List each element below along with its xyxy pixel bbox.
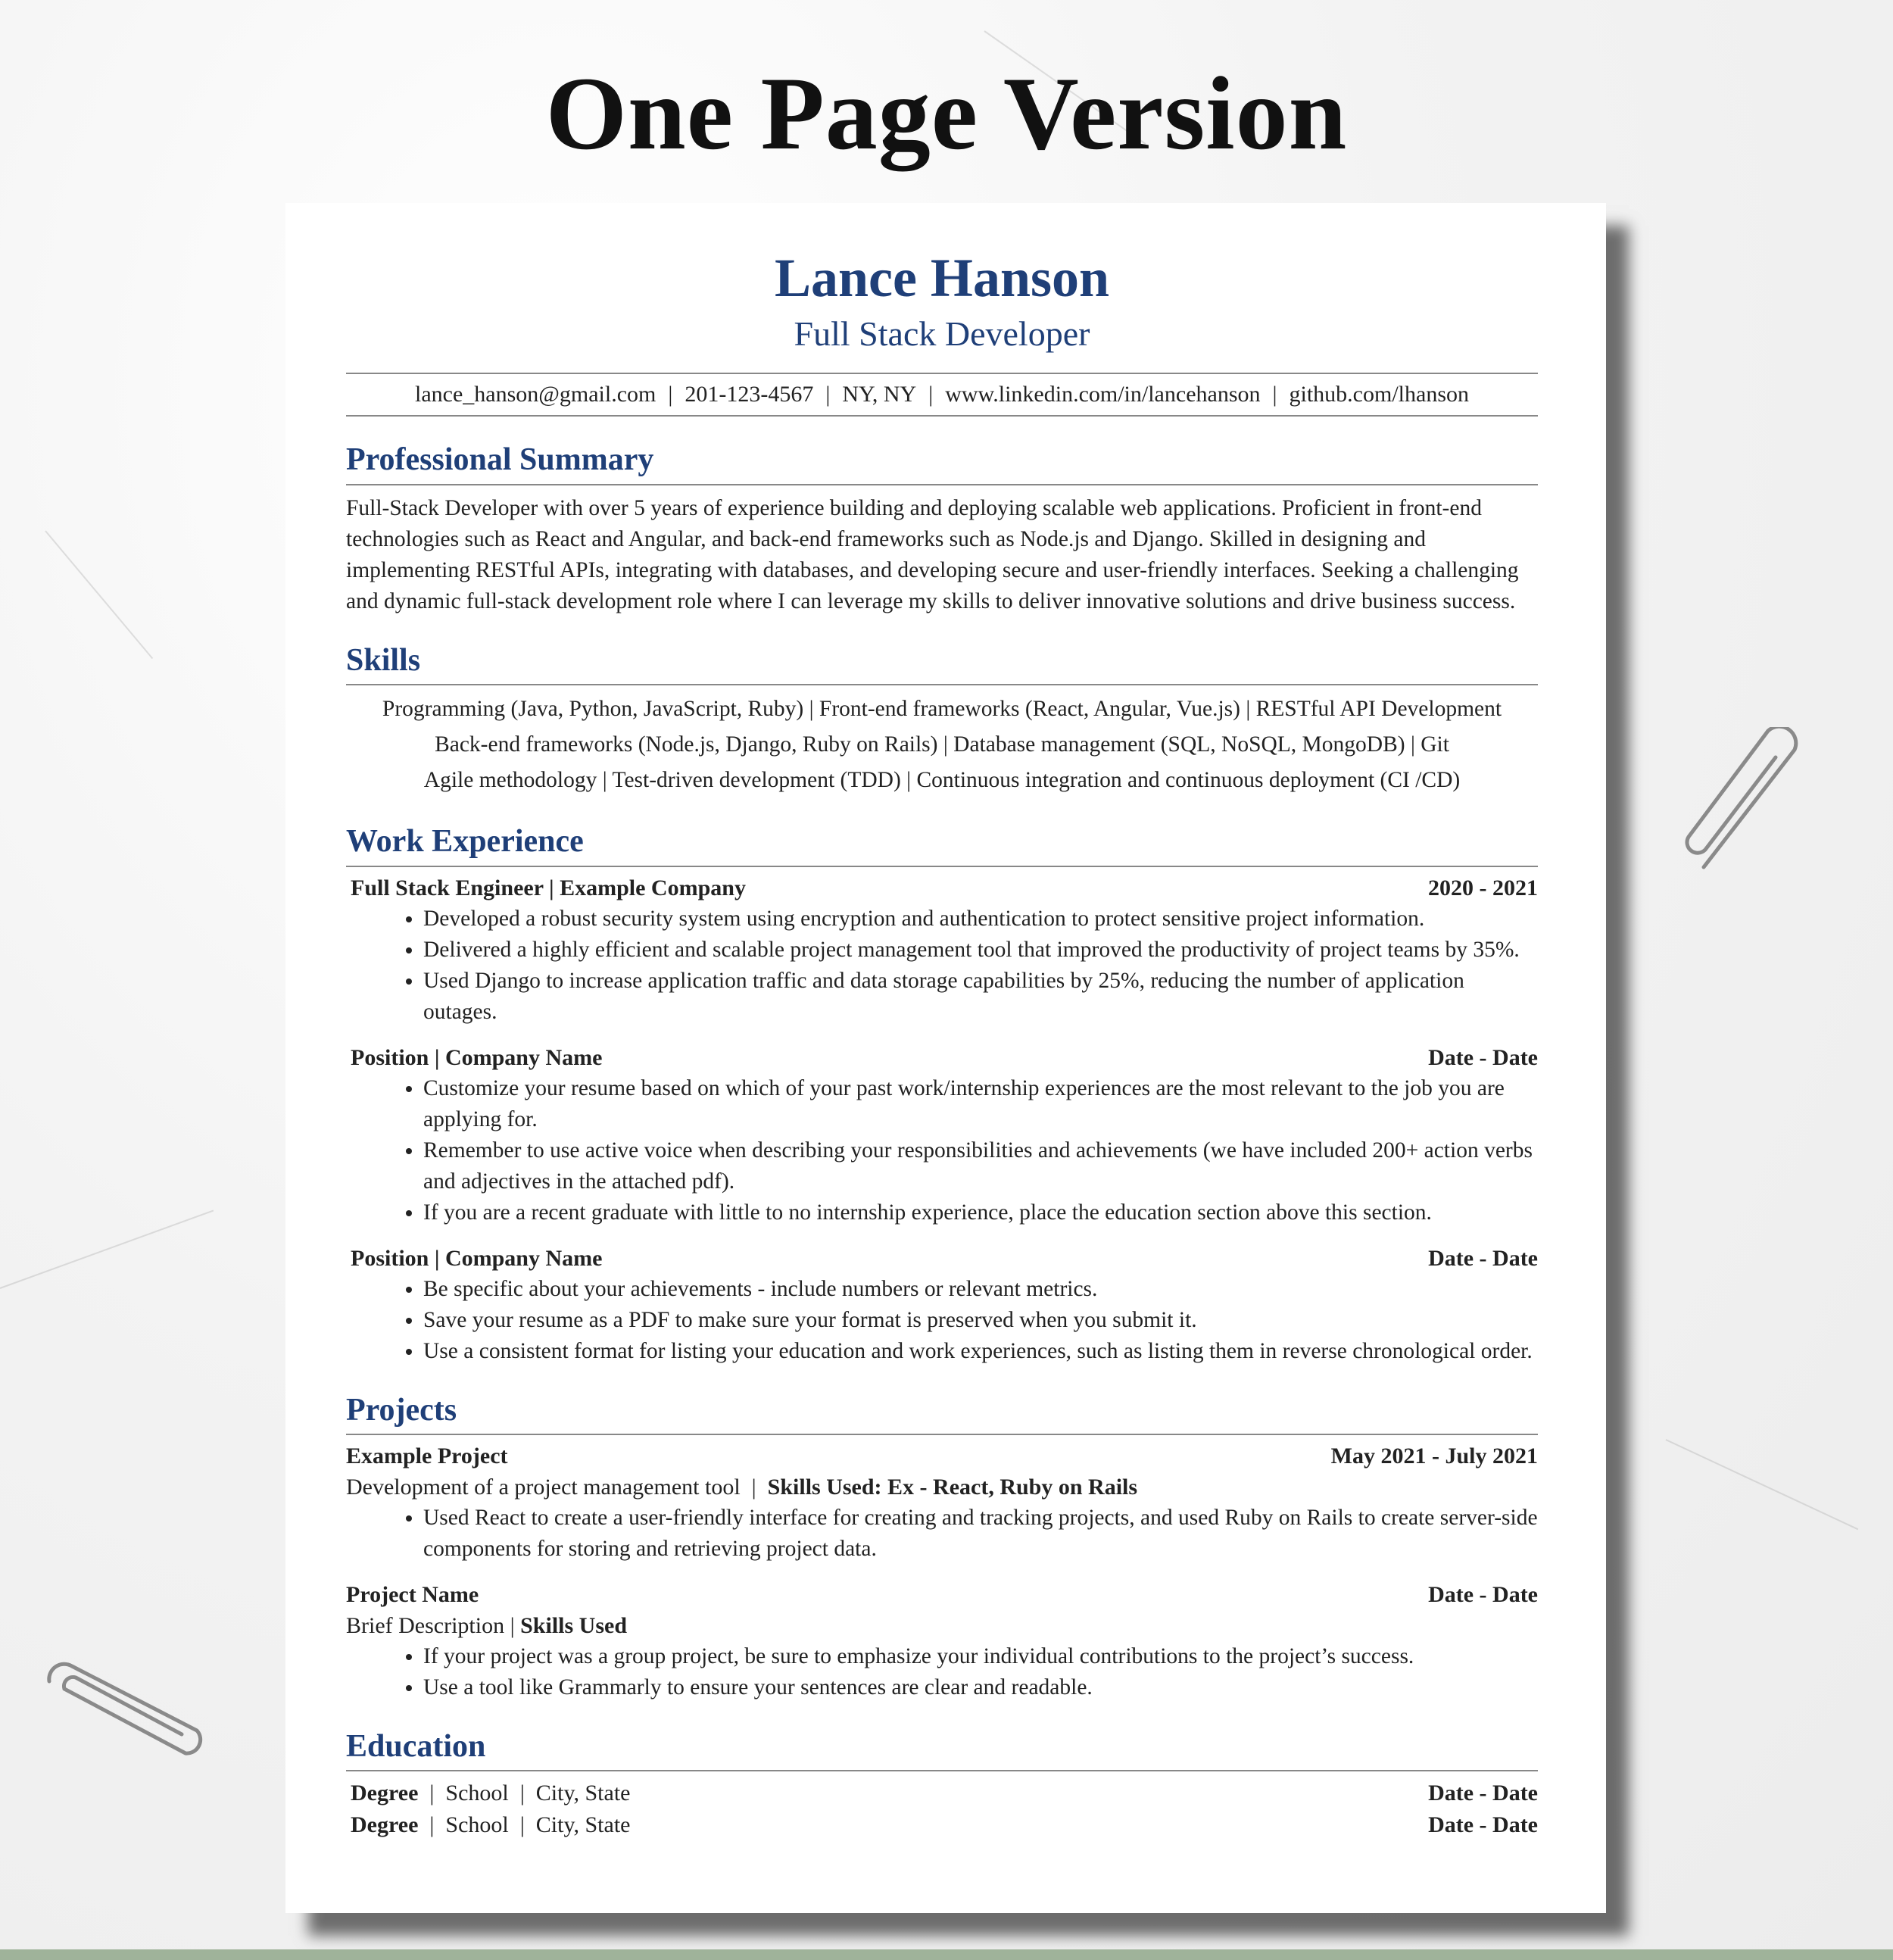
list-item: • Remember to use active voice when describing your responsibilities and achievements (we have included 200+ action verbs and adjectives in the attached pdf). bbox=[423, 1135, 1538, 1197]
list-item: • If your project was a group project, be sure to emphasize your individual contributions to the project’s success. bbox=[423, 1641, 1538, 1672]
project-desc: Development of a project management tool bbox=[346, 1474, 741, 1500]
job-header bbox=[346, 1043, 1538, 1073]
paperclip-icon bbox=[42, 1659, 208, 1757]
project-name: Project Name bbox=[346, 1581, 479, 1607]
project-skills: Skills Used: Ex - React, Ruby on Rails bbox=[767, 1474, 1138, 1500]
list-item: • Delivered a highly efficient and scalable project management tool that improved the productivity of project teams by 35%. bbox=[423, 935, 1538, 966]
summary-text: Full-Stack Developer with over 5 years of experience building and deploying scalable web applications. Proficient in front-end technologies such as React and Angular, and back-end frameworks such as Node.js and Django. Skilled in designing and implementing RESTful APIs, integrating with databases, and developing secure and user-friendly interfaces. Seeking a challenging and dynamic full-stack development role where I can leverage my skills to deliver innovative solutions and drive business success. bbox=[346, 495, 1519, 613]
edu-location: City, State bbox=[535, 1812, 631, 1838]
skills-heading: Skills bbox=[346, 641, 1538, 685]
marble-vein bbox=[0, 1209, 214, 1288]
list-item: • Developed a robust security system using encryption and authentication to protect sensitive project information. bbox=[423, 904, 1538, 935]
job-role: Position | Company Name bbox=[351, 1245, 603, 1271]
resume-name: Lance Hanson bbox=[774, 248, 1110, 308]
contact-github: github.com/lhanson bbox=[1289, 382, 1469, 407]
summary-heading: Professional Summary bbox=[346, 441, 1538, 485]
bottom-strip bbox=[0, 1949, 1893, 1960]
resume-title: Full Stack Developer bbox=[794, 314, 1090, 354]
list-item: • Use a tool like Grammarly to ensure your sentences are clear and readable. bbox=[423, 1672, 1538, 1703]
list-item: • Customize your resume based on which of your past work/internship experiences are the most relevant to the job you are applying for. bbox=[423, 1073, 1538, 1135]
list-item: • Be specific about your achievements - include numbers or relevant metrics. bbox=[423, 1274, 1538, 1305]
list-item: • Use a consistent format for listing your education and work experiences, such as listing them in reverse chronological order. bbox=[423, 1336, 1538, 1367]
marble-vein bbox=[45, 530, 153, 659]
job-dates: Date - Date bbox=[1428, 1044, 1538, 1070]
project-bullets bbox=[346, 1503, 1538, 1565]
education-list bbox=[346, 1777, 1538, 1841]
job-header bbox=[346, 873, 1538, 904]
job-header bbox=[346, 1244, 1538, 1274]
project-desc-line: Brief Description | Skills Used bbox=[346, 1612, 628, 1638]
job-dates: Date - Date bbox=[1428, 1245, 1538, 1271]
list-item: • Save your resume as a PDF to make sure your format is preserved when you submit it. bbox=[423, 1305, 1538, 1336]
paperclip-icon bbox=[1673, 727, 1817, 879]
contact-bar: lance_hanson@gmail.com | 201-123-4567 | NY, NY | www.linkedin.com/in/lancehanson | github.com/lhanson bbox=[346, 373, 1538, 417]
job-bullets bbox=[346, 1073, 1538, 1228]
project-dates: Date - Date bbox=[1428, 1581, 1538, 1607]
job-role: Position | Company Name bbox=[351, 1044, 603, 1070]
experience-heading: Work Experience bbox=[346, 822, 1538, 866]
project-dates: May 2021 - July 2021 bbox=[1330, 1443, 1538, 1468]
education-heading: Education bbox=[346, 1727, 1538, 1771]
list-item: • Used React to create a user-friendly interface for creating and tracking projects, and used Ruby on Rails to create server-side components for storing and retrieving project data. bbox=[423, 1503, 1538, 1565]
skills-line: Programming (Java, Python, JavaScript, Ruby) | Front-end frameworks (React, Angular, Vue.js) | RESTful API Development bbox=[382, 697, 1502, 722]
skills-line: Agile methodology | Test-driven development (TDD) | Continuous integration and continuous deployment (CI /CD) bbox=[423, 768, 1461, 793]
edu-school: School bbox=[445, 1812, 509, 1838]
project-skills: Skills Used bbox=[520, 1612, 628, 1638]
contact-linkedin: www.linkedin.com/in/lancehanson bbox=[945, 382, 1261, 407]
job-bullets bbox=[346, 904, 1538, 1028]
contact-email: lance_hanson@gmail.com bbox=[415, 382, 656, 407]
marble-vein bbox=[1666, 1439, 1859, 1530]
projects-heading: Projects bbox=[346, 1391, 1538, 1435]
edu-dates: Date - Date bbox=[1428, 1812, 1538, 1838]
project-desc: Brief Description bbox=[346, 1612, 505, 1638]
edu-location: City, State bbox=[535, 1781, 631, 1806]
headline: One Page Version bbox=[545, 55, 1348, 171]
contact-location: NY, NY bbox=[842, 382, 917, 407]
edu-school: School bbox=[445, 1781, 509, 1806]
project-name: Example Project bbox=[346, 1443, 508, 1468]
job-role: Full Stack Engineer | Example Company bbox=[351, 875, 746, 900]
contact-phone: 201-123-4567 bbox=[685, 382, 814, 407]
education-row: Degree | School | City, State Date - Date bbox=[346, 1777, 1538, 1809]
skills-line: Back-end frameworks (Node.js, Django, Ruby on Rails) | Database management (SQL, NoSQL, MongoDB) | Git bbox=[435, 732, 1449, 757]
skills-list bbox=[346, 691, 1538, 798]
job-dates: 2020 - 2021 bbox=[1428, 875, 1538, 900]
resume-page bbox=[285, 203, 1606, 1913]
project-header bbox=[346, 1580, 1538, 1610]
project-desc-line: Development of a project management tool | Skills Used: Ex - React, Ruby on Rails bbox=[346, 1474, 1138, 1500]
project-header bbox=[346, 1441, 1538, 1472]
edu-dates: Date - Date bbox=[1428, 1781, 1538, 1806]
list-item: • Used Django to increase application traffic and data storage capabilities by 25%, reducing the number of application outages. bbox=[423, 966, 1538, 1028]
project-bullets bbox=[346, 1641, 1538, 1703]
list-item: • If you are a recent graduate with little to no internship experience, place the education section above this section. bbox=[423, 1197, 1538, 1228]
job-bullets bbox=[346, 1274, 1538, 1367]
edu-degree: Degree bbox=[351, 1812, 419, 1838]
education-row: Degree | School | City, State Date - Date bbox=[346, 1809, 1538, 1841]
edu-degree: Degree bbox=[351, 1781, 419, 1806]
